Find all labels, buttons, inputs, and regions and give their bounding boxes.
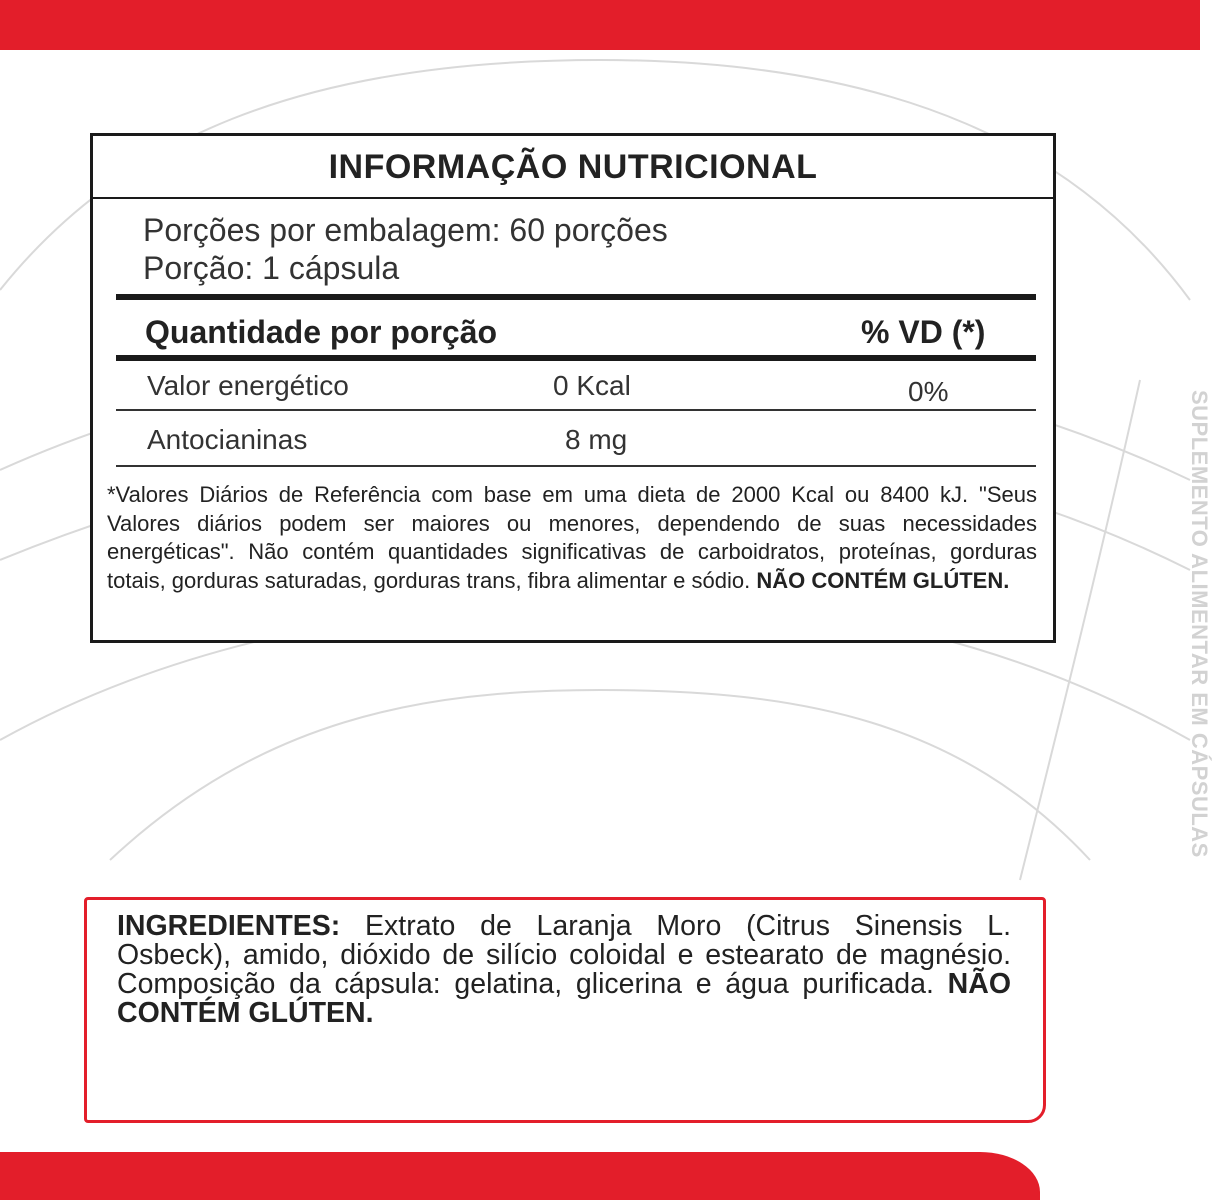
side-label: SUPLEMENTO ALIMENTAR EM CÁPSULAS	[1187, 390, 1212, 858]
ingredients-list: Extrato de Laranja Moro (Citrus Sinensis L. Osbeck), amido, dióxido de silício coloidal e estearato de magnésio. Composição da cápsula: gelatina, glicerina e água purificada.	[117, 910, 1011, 1000]
row-energy-dv: 0%	[908, 376, 949, 407]
nutrition-footnote	[107, 481, 1037, 595]
footnote-text: *Valores Diários de Referência com base em uma dieta de 2000 Kcal ou 8400 kJ. "Seus Valores diários podem ser maiores ou menores, dependendo de suas necessidades energéticas". Não contém quantidades significativas de carboidratos, proteínas, gorduras totais, gorduras saturadas, gorduras trans, fibra alimentar e sódio.	[107, 482, 1037, 593]
thick-divider	[116, 355, 1036, 361]
ingredients-gluten-warning: NÃO CONTÉM GLÚTEN.	[117, 968, 1012, 1029]
row-energy-amount: 0 Kcal	[553, 370, 631, 401]
row-divider	[116, 409, 1036, 411]
bottom-red-bar	[0, 1152, 1040, 1200]
row-divider	[116, 465, 1036, 467]
ingredients-label: INGREDIENTES:	[117, 910, 341, 942]
portions-info	[93, 199, 1053, 287]
row-anthocyanins-name: Antocianinas	[147, 424, 308, 455]
footnote-gluten-warning: NÃO CONTÉM GLÚTEN.	[756, 567, 1010, 593]
thick-divider	[116, 294, 1036, 300]
nutrition-title: INFORMAÇÃO NUTRICIONAL	[93, 136, 1053, 199]
serving-size: Porção: 1 cápsula	[143, 250, 400, 286]
servings-per-package: Porções por embalagem: 60 porções	[143, 212, 668, 248]
dv-column-header: % VD (*)	[861, 314, 986, 350]
quantity-column-header: Quantidade por porção	[145, 314, 498, 350]
row-energy-name: Valor energético	[147, 370, 349, 401]
ingredients-text-block	[117, 912, 1011, 1028]
ingredients-box	[84, 897, 1046, 1123]
row-anthocyanins-amount: 8 mg	[565, 424, 628, 455]
nutrition-facts-table	[90, 133, 1056, 643]
